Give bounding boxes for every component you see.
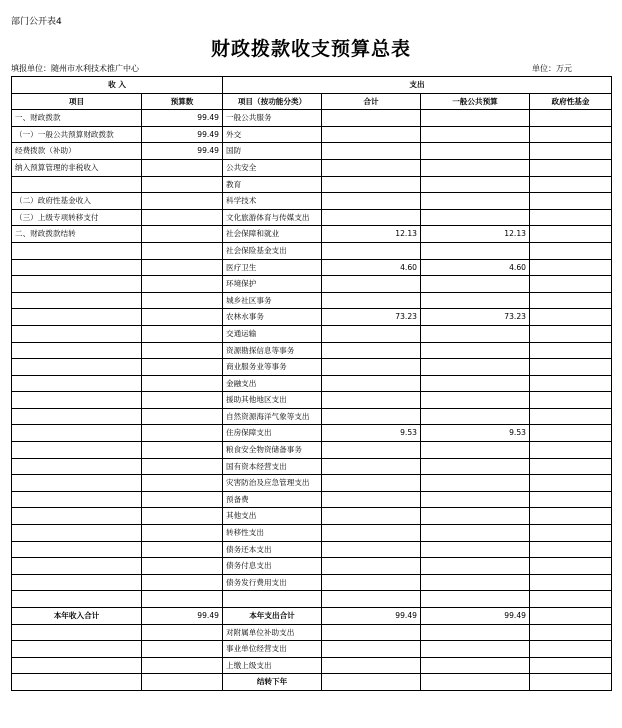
empty-cell [530, 641, 612, 658]
income-budget-cell [142, 558, 223, 575]
income-item-cell: （二）政府性基金收入 [12, 193, 142, 210]
expense-fund-cell [530, 475, 612, 492]
expense-total-cell [322, 442, 421, 459]
income-item-cell: 经费拨款（补助） [12, 143, 142, 160]
empty-cell [12, 657, 142, 674]
expense-general-cell [421, 408, 530, 425]
income-item-cell [12, 475, 142, 492]
expense-total-cell [322, 159, 421, 176]
column-header-row [12, 93, 612, 110]
expense-fund-cell [530, 242, 612, 259]
expense-total-cell [322, 342, 421, 359]
expense-general-cell [421, 143, 530, 160]
column-header-budget: 预算数 [142, 93, 223, 110]
empty-cell [421, 657, 530, 674]
empty-cell [530, 674, 612, 691]
column-header-item: 项目 [12, 93, 142, 110]
income-item-cell: 二、财政拨款结转 [12, 226, 142, 243]
income-budget-cell [142, 226, 223, 243]
expense-total-cell [322, 143, 421, 160]
income-item-cell: （三）上级专项转移支付 [12, 209, 142, 226]
income-budget-cell [142, 176, 223, 193]
income-budget-cell [142, 392, 223, 409]
income-item-cell [12, 458, 142, 475]
column-header-func-item: 项目（按功能分类） [223, 93, 322, 110]
income-item-cell [12, 591, 142, 608]
expense-fund-cell [530, 309, 612, 326]
expense-fund-cell [530, 209, 612, 226]
expense-total-cell [322, 110, 421, 127]
expense-item-cell: 债务还本支出 [223, 541, 322, 558]
expense-item-cell: 上缴上级支出 [223, 657, 322, 674]
expense-fund-cell [530, 558, 612, 575]
expense-general-cell: 4.60 [421, 259, 530, 276]
expense-fund-cell [530, 276, 612, 293]
expense-fund-cell [530, 359, 612, 376]
table-row [12, 574, 612, 591]
expense-section-header: 支出 [223, 77, 612, 94]
expense-item-cell: 农林水事务 [223, 309, 322, 326]
expense-fund-cell [530, 292, 612, 309]
table-row [12, 309, 612, 326]
expense-item-cell: 援助其他地区支出 [223, 392, 322, 409]
expense-fund-cell [530, 508, 612, 525]
empty-cell [142, 641, 223, 658]
expense-fund-cell [530, 226, 612, 243]
expense-item-cell: 科学技术 [223, 193, 322, 210]
expense-total-cell [322, 525, 421, 542]
empty-cell [421, 674, 530, 691]
expense-general-cell [421, 193, 530, 210]
income-item-cell [12, 292, 142, 309]
expense-total-cell [322, 392, 421, 409]
table-row [12, 458, 612, 475]
expense-item-cell: 粮食安全物资储备事务 [223, 442, 322, 459]
expense-item-cell: 交通运输 [223, 325, 322, 342]
expense-fund-cell [530, 159, 612, 176]
income-budget-cell [142, 309, 223, 326]
table-row [12, 325, 612, 342]
income-budget-cell: 99.49 [142, 110, 223, 127]
expense-total-cell [322, 375, 421, 392]
expense-general-cell [421, 392, 530, 409]
expense-fund-cell [530, 126, 612, 143]
expense-total-cell [322, 292, 421, 309]
income-item-cell [12, 242, 142, 259]
income-item-cell [12, 508, 142, 525]
table-row [12, 342, 612, 359]
income-item-cell [12, 325, 142, 342]
expense-item-cell: 医疗卫生 [223, 259, 322, 276]
table-row [12, 624, 612, 641]
expense-fund-cell [530, 591, 612, 608]
expense-general-cell: 73.23 [421, 309, 530, 326]
income-section-header: 收 入 [12, 77, 223, 94]
income-item-cell [12, 442, 142, 459]
table-row [12, 193, 612, 210]
expense-fund-cell [530, 259, 612, 276]
table-row [12, 392, 612, 409]
expense-fund-cell [530, 342, 612, 359]
empty-cell [322, 674, 421, 691]
table-row [12, 641, 612, 658]
income-budget-cell [142, 209, 223, 226]
expense-fund-cell [530, 193, 612, 210]
table-row [12, 292, 612, 309]
expense-fund-cell [530, 375, 612, 392]
expense-total-cell [322, 591, 421, 608]
empty-cell [12, 674, 142, 691]
table-row [12, 359, 612, 376]
table-row [12, 508, 612, 525]
income-item-cell [12, 309, 142, 326]
expense-item-cell: 一般公共服务 [223, 110, 322, 127]
expense-item-cell: 转移性支出 [223, 525, 322, 542]
table-row [12, 442, 612, 459]
expense-total-cell [322, 508, 421, 525]
expense-item-cell: 灾害防治及应急管理支出 [223, 475, 322, 492]
expense-item-cell: 金融支出 [223, 375, 322, 392]
expense-general-cell [421, 342, 530, 359]
expense-general-cell [421, 508, 530, 525]
expense-general-cell [421, 209, 530, 226]
income-item-cell [12, 392, 142, 409]
income-budget-cell [142, 242, 223, 259]
table-number-label: 部门公开表4 [11, 17, 62, 27]
expense-general-cell [421, 159, 530, 176]
income-budget-cell [142, 541, 223, 558]
expense-general-cell [421, 359, 530, 376]
income-budget-cell [142, 159, 223, 176]
expense-item-cell: 城乡社区事务 [223, 292, 322, 309]
expense-general-cell [421, 242, 530, 259]
table-row [12, 259, 612, 276]
expense-general-cell [421, 574, 530, 591]
table-row [12, 176, 612, 193]
expense-item-cell: 国防 [223, 143, 322, 160]
expense-fund-cell [530, 425, 612, 442]
table-row [12, 558, 612, 575]
carry-forward-row [12, 674, 612, 691]
table-row [12, 657, 612, 674]
expense-item-cell: 商业服务业等事务 [223, 359, 322, 376]
expense-general-cell [421, 475, 530, 492]
expense-total-cell: 9.53 [322, 425, 421, 442]
column-header-gov-fund: 政府性基金 [530, 93, 612, 110]
expense-item-cell: 社会保障和就业 [223, 226, 322, 243]
expense-total-cell [322, 574, 421, 591]
table-row [12, 475, 612, 492]
table-row [12, 591, 612, 608]
expense-total-cell [322, 475, 421, 492]
income-budget-cell [142, 475, 223, 492]
expense-general-cell [421, 325, 530, 342]
income-budget-cell [142, 193, 223, 210]
income-item-cell: （一）一般公共预算财政拨款 [12, 126, 142, 143]
expense-item-cell: 债务付息支出 [223, 558, 322, 575]
table-row [12, 143, 612, 160]
income-budget-cell [142, 342, 223, 359]
expense-total-cell [322, 458, 421, 475]
expense-item-cell: 资源勘探信息等事务 [223, 342, 322, 359]
income-budget-cell [142, 408, 223, 425]
expense-item-cell: 债务发行费用支出 [223, 574, 322, 591]
total-expense-general: 99.49 [421, 608, 530, 625]
column-header-general-budget: 一般公共预算 [421, 93, 530, 110]
income-item-cell [12, 259, 142, 276]
expense-general-cell [421, 541, 530, 558]
currency-unit-label: 单位：万元 [532, 64, 572, 73]
total-expense-total: 99.49 [322, 608, 421, 625]
expense-item-cell: 其他支出 [223, 508, 322, 525]
total-expense-fund [530, 608, 612, 625]
expense-general-cell [421, 491, 530, 508]
empty-cell [142, 624, 223, 641]
expense-general-cell [421, 558, 530, 575]
expense-total-cell [322, 408, 421, 425]
income-item-cell [12, 276, 142, 293]
table-row [12, 375, 612, 392]
empty-cell [12, 624, 142, 641]
expense-fund-cell [530, 442, 612, 459]
expense-total-cell [322, 176, 421, 193]
expense-fund-cell [530, 110, 612, 127]
expense-total-cell: 4.60 [322, 259, 421, 276]
income-budget-cell [142, 375, 223, 392]
income-budget-cell [142, 591, 223, 608]
income-budget-cell: 99.49 [142, 143, 223, 160]
expense-fund-cell [530, 525, 612, 542]
table-row [12, 159, 612, 176]
expense-item-cell: 教育 [223, 176, 322, 193]
empty-cell [322, 624, 421, 641]
section-header-row [12, 77, 612, 94]
income-budget-cell [142, 359, 223, 376]
table-row [12, 242, 612, 259]
expense-fund-cell [530, 325, 612, 342]
income-item-cell [12, 541, 142, 558]
expense-item-cell: 住房保障支出 [223, 425, 322, 442]
income-budget-cell [142, 442, 223, 459]
income-budget-cell [142, 458, 223, 475]
expense-fund-cell [530, 491, 612, 508]
table-row [12, 209, 612, 226]
total-income-value: 99.49 [142, 608, 223, 625]
expense-general-cell [421, 591, 530, 608]
table-row [12, 491, 612, 508]
expense-total-cell [322, 276, 421, 293]
expense-item-cell: 自然资源海洋气象等支出 [223, 408, 322, 425]
expense-fund-cell [530, 408, 612, 425]
income-budget-cell [142, 276, 223, 293]
income-item-cell [12, 525, 142, 542]
expense-general-cell [421, 292, 530, 309]
expense-total-cell [322, 359, 421, 376]
expense-total-cell: 73.23 [322, 309, 421, 326]
table-row [12, 226, 612, 243]
expense-total-cell [322, 541, 421, 558]
table-row [12, 408, 612, 425]
expense-general-cell [421, 458, 530, 475]
empty-cell [322, 641, 421, 658]
income-budget-cell [142, 508, 223, 525]
income-budget-cell [142, 259, 223, 276]
empty-cell [322, 657, 421, 674]
table-row [12, 276, 612, 293]
expense-general-cell [421, 110, 530, 127]
income-budget-cell [142, 574, 223, 591]
table-row [12, 525, 612, 542]
income-item-cell [12, 491, 142, 508]
income-item-cell [12, 574, 142, 591]
expense-total-cell [322, 193, 421, 210]
income-budget-cell [142, 425, 223, 442]
totals-row [12, 608, 612, 625]
expense-general-cell [421, 276, 530, 293]
income-item-cell [12, 342, 142, 359]
empty-cell [142, 674, 223, 691]
empty-cell [530, 657, 612, 674]
expense-fund-cell [530, 392, 612, 409]
expense-general-cell [421, 126, 530, 143]
income-item-cell [12, 425, 142, 442]
expense-general-cell [421, 442, 530, 459]
expense-item-cell: 社会保险基金支出 [223, 242, 322, 259]
empty-cell [421, 624, 530, 641]
table-row [12, 541, 612, 558]
total-income-label: 本年收入合计 [12, 608, 142, 625]
empty-cell [12, 641, 142, 658]
expense-item-cell: 预备费 [223, 491, 322, 508]
table-row [12, 126, 612, 143]
expense-fund-cell [530, 458, 612, 475]
income-item-cell [12, 408, 142, 425]
expense-total-cell [322, 558, 421, 575]
expense-total-cell [322, 325, 421, 342]
income-item-cell: 一、财政拨款 [12, 110, 142, 127]
income-budget-cell [142, 292, 223, 309]
column-header-total: 合计 [322, 93, 421, 110]
income-budget-cell: 99.49 [142, 126, 223, 143]
income-budget-cell [142, 491, 223, 508]
income-item-cell [12, 359, 142, 376]
expense-total-cell [322, 242, 421, 259]
expense-item-cell: 事业单位经营支出 [223, 641, 322, 658]
expense-total-cell: 12.13 [322, 226, 421, 243]
income-item-cell [12, 558, 142, 575]
expense-fund-cell [530, 176, 612, 193]
expense-fund-cell [530, 541, 612, 558]
expense-general-cell [421, 176, 530, 193]
table-row [12, 425, 612, 442]
expense-total-cell [322, 209, 421, 226]
empty-cell [142, 657, 223, 674]
income-budget-cell [142, 325, 223, 342]
page-title: 财政拨款收支预算总表 [210, 38, 411, 60]
income-item-cell [12, 176, 142, 193]
total-expense-label: 本年支出合计 [223, 608, 322, 625]
expense-item-cell: 文化旅游体育与传媒支出 [223, 209, 322, 226]
budget-table [11, 76, 612, 691]
expense-fund-cell [530, 143, 612, 160]
expense-item-cell: 环境保护 [223, 276, 322, 293]
expense-item-cell: 公共安全 [223, 159, 322, 176]
filing-unit-label: 填报单位：随州市水利技术推广中心 [11, 64, 139, 73]
expense-general-cell: 12.13 [421, 226, 530, 243]
empty-cell [530, 624, 612, 641]
carry-forward-label: 结转下年 [223, 674, 322, 691]
expense-general-cell: 9.53 [421, 425, 530, 442]
income-item-cell: 纳入预算管理的非税收入 [12, 159, 142, 176]
expense-general-cell [421, 525, 530, 542]
empty-cell [421, 641, 530, 658]
expense-general-cell [421, 375, 530, 392]
expense-item-cell [223, 591, 322, 608]
expense-item-cell: 国有资本经营支出 [223, 458, 322, 475]
expense-item-cell: 外交 [223, 126, 322, 143]
expense-fund-cell [530, 574, 612, 591]
expense-total-cell [322, 491, 421, 508]
expense-total-cell [322, 126, 421, 143]
income-item-cell [12, 375, 142, 392]
income-budget-cell [142, 525, 223, 542]
expense-item-cell: 对附属单位补助支出 [223, 624, 322, 641]
table-row [12, 110, 612, 127]
